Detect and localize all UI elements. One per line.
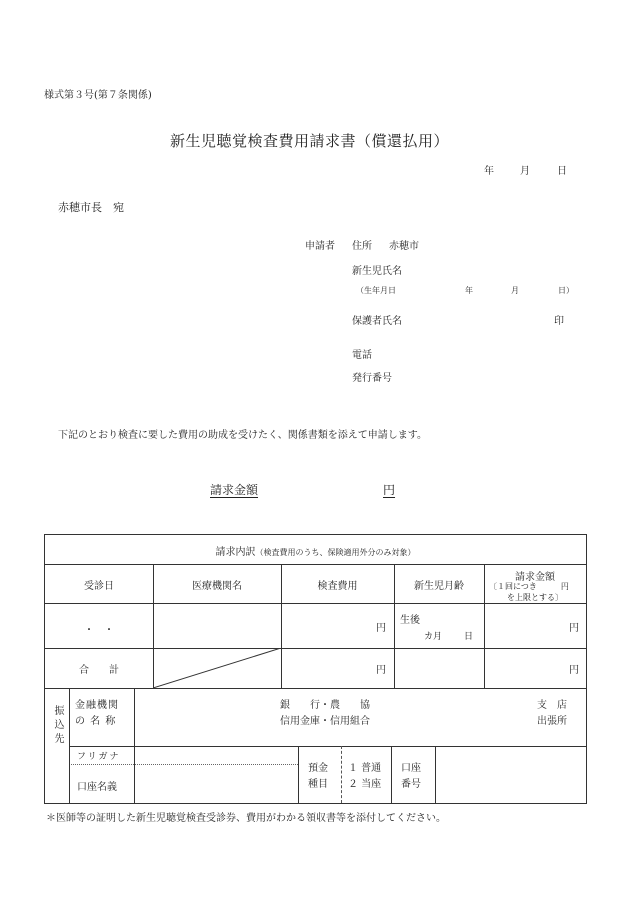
page-title: 新生児聴覚検査費用請求書（償還払用） bbox=[170, 132, 450, 150]
table-header bbox=[45, 543, 586, 558]
issue-number-label: 発行番号 bbox=[352, 373, 392, 384]
bank-label-1: 金融機関 bbox=[75, 700, 119, 711]
deposit-type-label-1: 預金 bbox=[308, 763, 328, 774]
claim-amount-label: 請求金額 bbox=[210, 483, 259, 497]
address-label: 住所 bbox=[352, 241, 372, 252]
address-value: 赤穂市 bbox=[389, 241, 419, 252]
account-number-label-1: 口座 bbox=[401, 763, 421, 774]
total-diagonal bbox=[153, 648, 281, 688]
col-hospital: 医療機関名 bbox=[192, 581, 242, 592]
bank-types-2: 信用金庫・信用組合 bbox=[280, 716, 370, 727]
age-after-label: 生後 bbox=[400, 615, 420, 626]
branch-label-1: 支 店 bbox=[537, 700, 567, 711]
total-test-cost-unit: 円 bbox=[376, 665, 386, 676]
bank-label-2: の 名 称 bbox=[75, 716, 117, 727]
applicant-label: 申請者 bbox=[305, 241, 335, 252]
branch-label-2: 出張所 bbox=[537, 716, 567, 727]
total-label: 合 計 bbox=[79, 665, 119, 676]
claim-amount-unit-row: 円 bbox=[569, 623, 579, 634]
deposit-option-ordinary: １ 普通 bbox=[348, 763, 382, 774]
account-name-label: 口座名義 bbox=[77, 782, 117, 793]
table-header-note: （検査費用のうち、保険適用外分のみ対象） bbox=[255, 548, 416, 557]
claim-amount bbox=[210, 481, 395, 498]
col-visit-date: 受診日 bbox=[84, 581, 114, 592]
amount-note-2: を上限とする〕 bbox=[507, 593, 563, 602]
date-year: 年 bbox=[484, 166, 494, 177]
statement: 下記のとおり検査に要した費用の助成を受けたく、関係書類を添えて申請します。 bbox=[58, 430, 427, 441]
age-months-label: カ月 bbox=[424, 632, 443, 642]
addressee: 赤穂市長 宛 bbox=[58, 201, 124, 214]
claim-table bbox=[44, 534, 587, 804]
furigana-label: フリガナ bbox=[77, 752, 121, 762]
table-header-title: 請求内訳 bbox=[215, 547, 256, 558]
test-cost-unit: 円 bbox=[376, 623, 386, 634]
bank-types-1: 銀 行・農 協 bbox=[280, 700, 370, 711]
footnote: ＊医師等の証明した新生児聴覚検査受診券、費用がわかる領収書等を添付してください。 bbox=[46, 813, 446, 824]
phone-label: 電話 bbox=[352, 350, 372, 361]
col-test-cost: 検査費用 bbox=[317, 581, 358, 592]
col-newborn-age: 新生児月齢 bbox=[414, 581, 464, 592]
newborn-name-label: 新生児氏名 bbox=[352, 266, 402, 277]
form-number: 様式第３号(第７条関係) bbox=[44, 90, 152, 101]
birth-day: 日） bbox=[558, 286, 574, 295]
deposit-type-label-2: 種目 bbox=[308, 779, 328, 790]
date-month: 月 bbox=[520, 166, 530, 177]
transfer-label: 振込先 bbox=[52, 705, 63, 747]
deposit-option-current: ２ 当座 bbox=[348, 779, 382, 790]
birth-month: 月 bbox=[511, 286, 519, 295]
seal-mark: 印 bbox=[554, 316, 564, 327]
amount-note-1: 〔１回につき 円 bbox=[489, 582, 569, 591]
account-number-label-2: 番号 bbox=[401, 779, 421, 790]
birth-year: 年 bbox=[465, 286, 473, 295]
visit-date-placeholder: ・ ・ bbox=[84, 625, 114, 636]
birthdate-label: （生年月日 bbox=[356, 286, 396, 295]
col-claim-amount: 請求金額 bbox=[515, 572, 555, 583]
total-claim-unit: 円 bbox=[569, 665, 579, 676]
guardian-label: 保護者氏名 bbox=[352, 316, 402, 327]
claim-amount-unit: 円 bbox=[383, 483, 396, 497]
age-days-label: 日 bbox=[464, 632, 474, 642]
date-day: 日 bbox=[557, 166, 567, 177]
